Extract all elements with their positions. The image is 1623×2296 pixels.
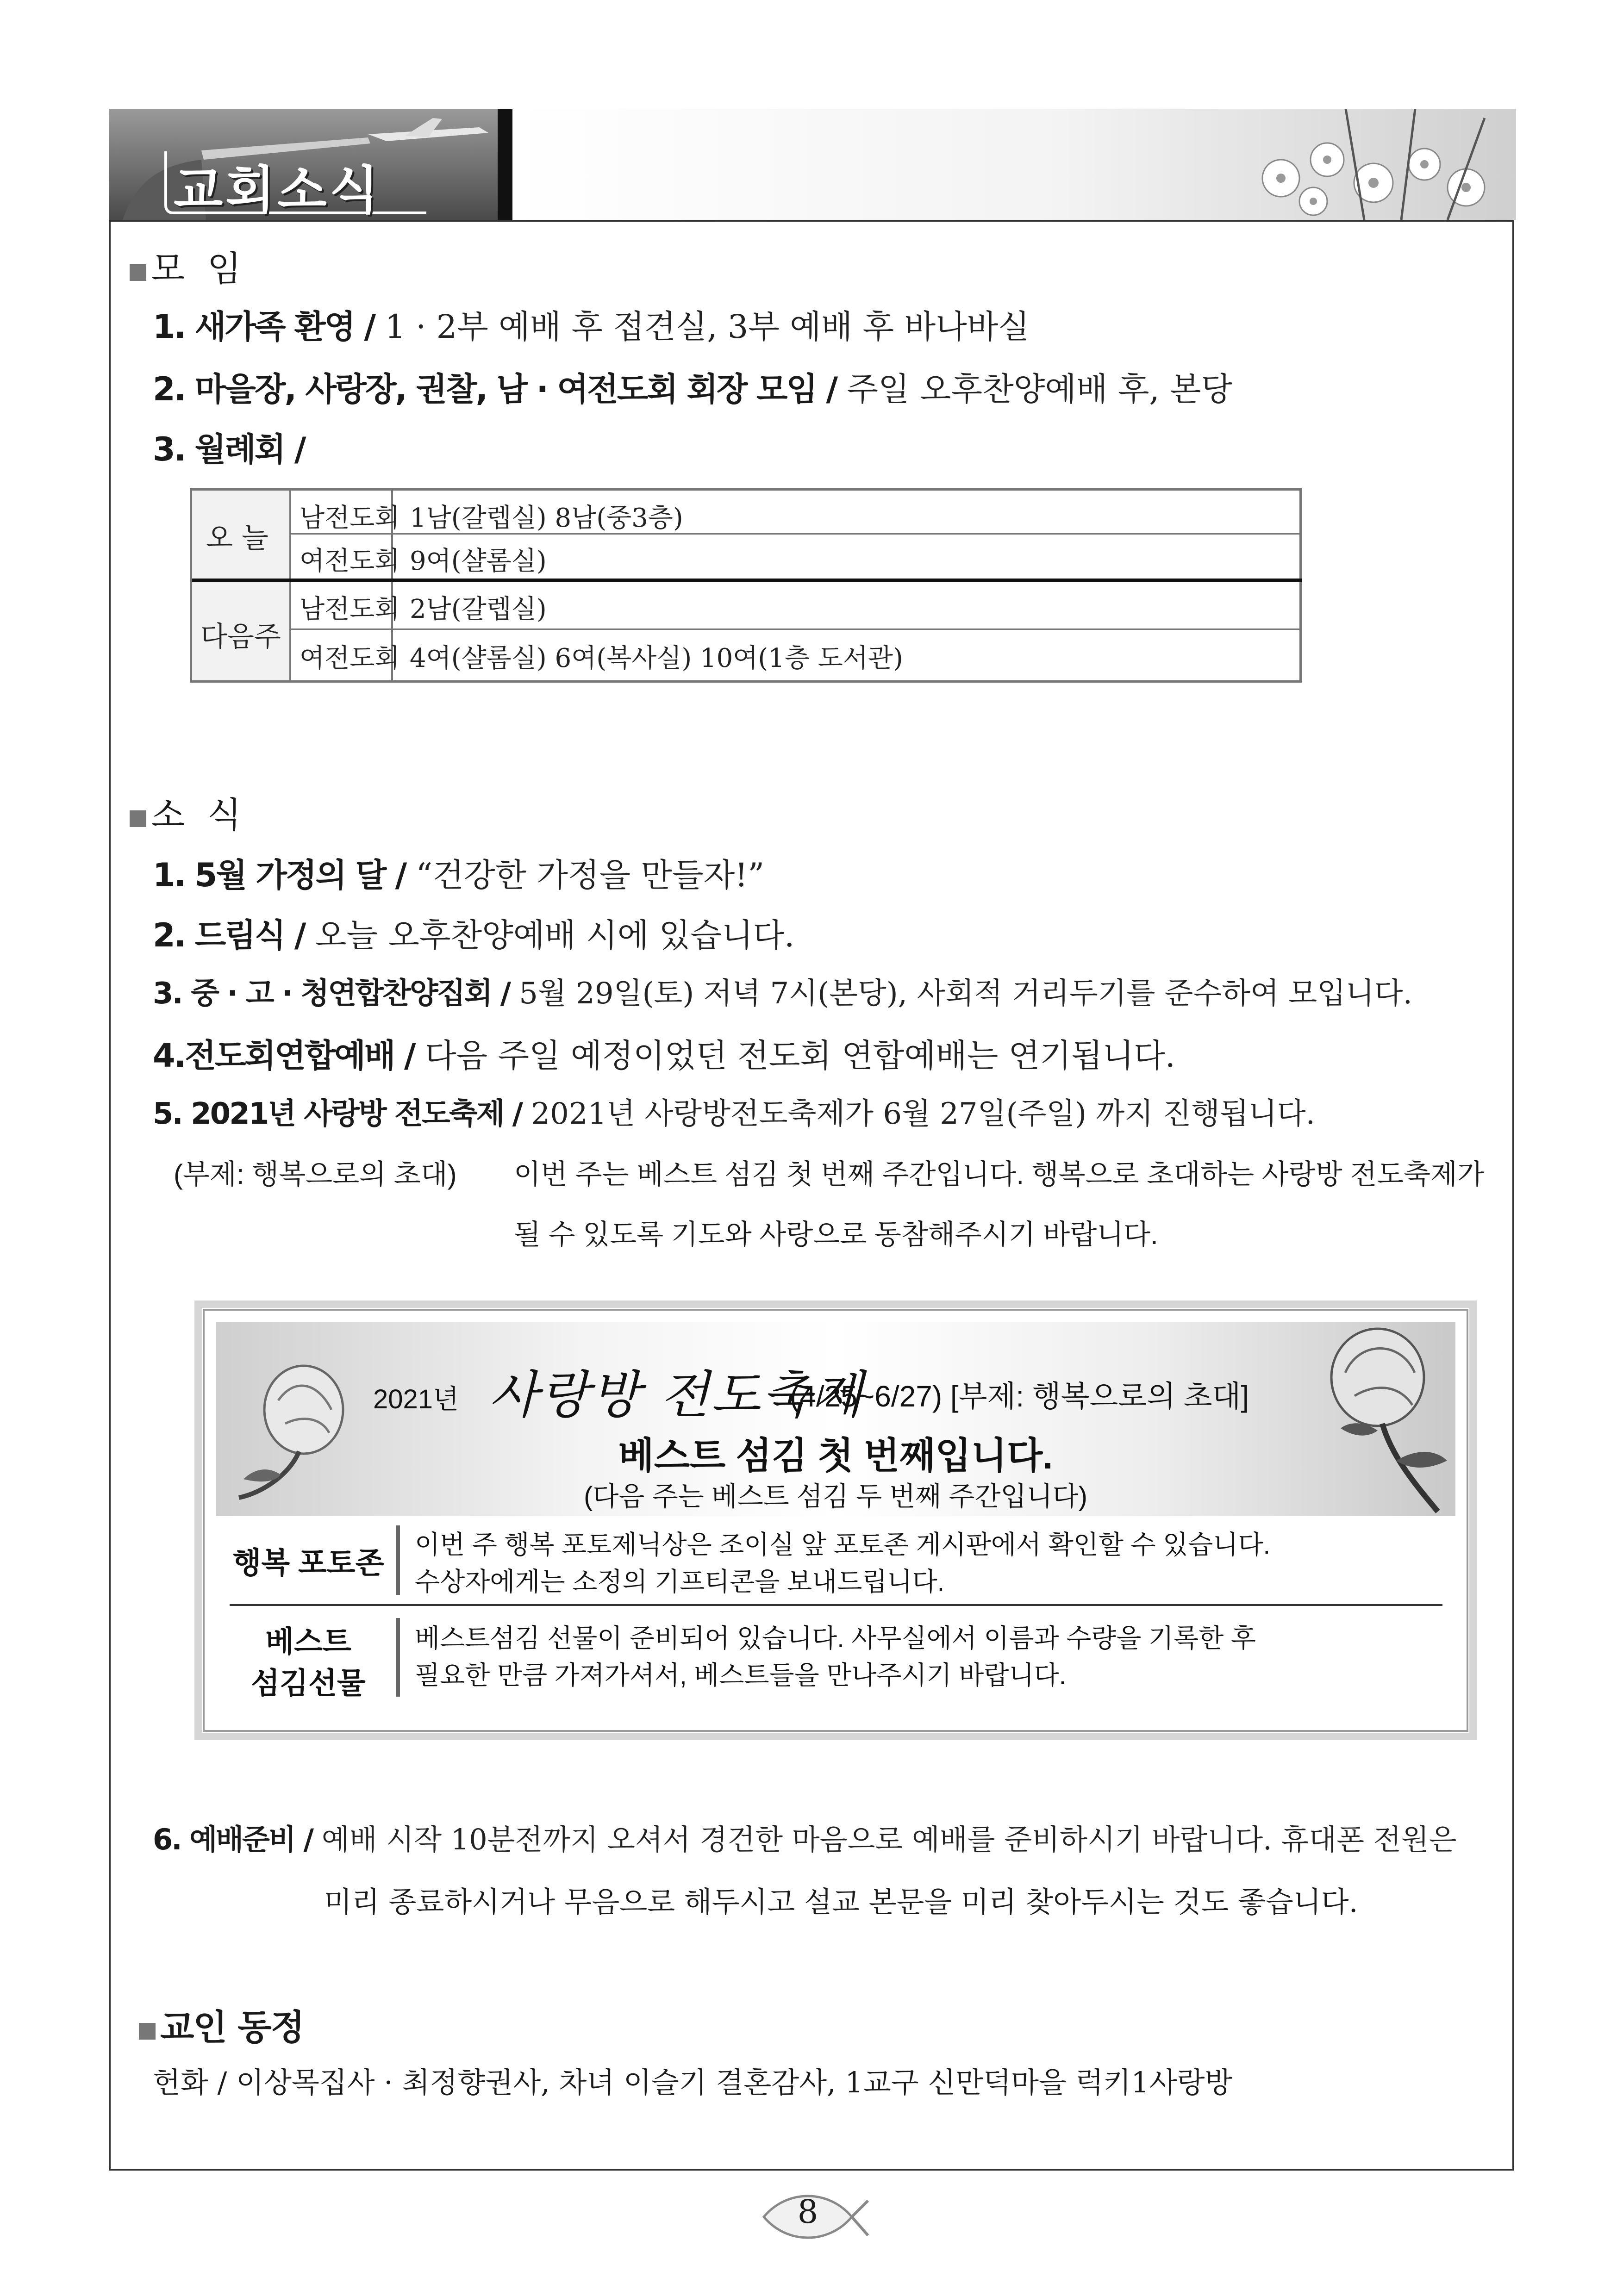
schedule-dept: 여전도회 <box>300 546 400 576</box>
meeting-item-2: 2. 마을장, 사랑장, 권찰, 남 · 여전도회 회장 모임 / 주일 오후찬양예배 후, 본당 <box>153 370 1233 408</box>
promo-row-label: 섬김선물 <box>251 1667 366 1700</box>
promo-row-label: 베스트 <box>265 1625 351 1658</box>
monthly-meeting-schedule-table <box>190 488 1302 683</box>
header-photo-airplane <box>109 109 498 220</box>
promo-year: 2021년 <box>373 1384 459 1414</box>
page-header-banner <box>109 109 1516 220</box>
schedule-group-label: 다음주 <box>200 621 281 653</box>
members-news-text: 헌화 / 이상목집사 · 최정향권사, 차녀 이슬기 결혼감사, 1교구 신만덕마을 럭키1사랑방 <box>153 2066 1233 2099</box>
page-number-badge <box>759 2184 870 2249</box>
promo-row-line1: 베스트섬김 선물이 준비되어 있습니다. 사무실에서 이름과 수량을 기록한 후 <box>415 1624 1256 1653</box>
bullet-square-icon <box>130 264 146 281</box>
news-item-2: 2. 드림식 / 오늘 오후찬양예배 시에 있습니다. <box>153 916 795 954</box>
section-heading-members: 교인 동정 <box>139 1999 304 2050</box>
flower-branch-icon <box>1207 109 1516 220</box>
promo-row-label: 행복 포토존 <box>232 1546 384 1580</box>
news-item-3: 3. 중 · 고 · 청연합찬양집회 / 5월 29일(토) 저녁 7시(본당), 사회적 거리두기를 준수하여 모입니다. <box>153 977 1412 1011</box>
evangelism-festival-promo <box>194 1300 1477 1740</box>
schedule-place: 2남(갈렙실) <box>410 594 547 624</box>
bullet-square-icon <box>139 2023 156 2040</box>
promo-row-divider <box>396 1525 400 1595</box>
meeting-item-1: 1. 새가족 환영 / 1 · 2부 예배 후 접견실, 3부 예배 후 바나바실 <box>153 308 1030 346</box>
schedule-dept: 남전도회 <box>300 503 400 533</box>
news-subnote-line2: 될 수 있도록 기도와 사랑으로 동참해주시기 바랍니다. <box>514 1219 1158 1250</box>
promo-separator <box>230 1604 1442 1606</box>
page-title: 교회소식 <box>174 161 382 220</box>
schedule-dept: 여전도회 <box>300 643 400 673</box>
news-item-5: 5. 2021년 사랑방 전도축제 / 2021년 사랑방전도축제가 6월 27일(주일) 까지 진행됩니다. <box>153 1097 1315 1131</box>
news-item-1: 1. 5월 가정의 달 / “건강한 가정을 만들자!” <box>153 856 765 894</box>
meeting-item-3: 3. 월례회 / <box>153 430 305 468</box>
promo-subline: (다음 주는 베스트 섬김 두 번째 주간입니다) <box>584 1481 1087 1512</box>
promo-headline: 베스트 섬김 첫 번째입니다. <box>618 1435 1053 1476</box>
schedule-dept: 남전도회 <box>300 594 400 624</box>
promo-row-line1: 이번 주 행복 포토제닉상은 조이실 앞 포토존 게시판에서 확인할 수 있습니다. <box>415 1530 1271 1559</box>
promo-script-title: 사랑방 전도축제 <box>489 1365 864 1425</box>
promo-row-line2: 필요한 만큼 가져가셔서, 베스트들을 만나주시기 바랍니다. <box>415 1661 1067 1690</box>
row-divider <box>289 628 1302 630</box>
news-item-4: 4.전도회연합예배 / 다음 주일 예정이었던 전도회 연합예배는 연기됩니다. <box>153 1037 1175 1075</box>
news-item-6: 6. 예배준비 / 예배 시작 10분전까지 오셔서 경건한 마음으로 예배를 준비하시기 바랍니다. 휴대폰 전원은 <box>153 1823 1457 1856</box>
section-heading-meeting: 모 임 <box>130 241 241 291</box>
schedule-place: 4여(샬롬실) 6여(복사실) 10여(1층 도서관) <box>410 643 903 673</box>
promo-period: (4/25~6/27) [부제: 행복으로의 초대] <box>790 1380 1249 1413</box>
promo-row-line2: 수상자에게는 소정의 기프티콘을 보내드립니다. <box>415 1567 945 1596</box>
schedule-group-label: 오 늘 <box>206 522 268 554</box>
page-number: 8 <box>797 2193 818 2231</box>
promo-banner <box>216 1322 1455 1516</box>
header-divider <box>498 109 512 220</box>
header-flowers-panel <box>512 109 1516 220</box>
section-heading-news: 소 식 <box>130 787 241 837</box>
group-divider <box>192 579 1302 582</box>
schedule-place: 9여(샬롬실) <box>410 546 547 576</box>
bullet-square-icon <box>130 810 146 827</box>
schedule-place: 1남(갈렙실) 8남(중3층) <box>410 503 683 533</box>
news-item-6-line2: 미리 종료하시거나 무음으로 해두시고 설교 본문을 미리 찾아두시는 것도 좋습니다. <box>324 1885 1358 1919</box>
news-subnote-line1: 이번 주는 베스트 섬김 첫 번째 주간입니다. 행복으로 초대하는 사랑방 전도축제가 <box>514 1159 1485 1190</box>
news-subnote-label: (부제: 행복으로의 초대) <box>174 1159 457 1190</box>
row-divider <box>289 533 1302 535</box>
promo-row-divider <box>396 1618 400 1697</box>
